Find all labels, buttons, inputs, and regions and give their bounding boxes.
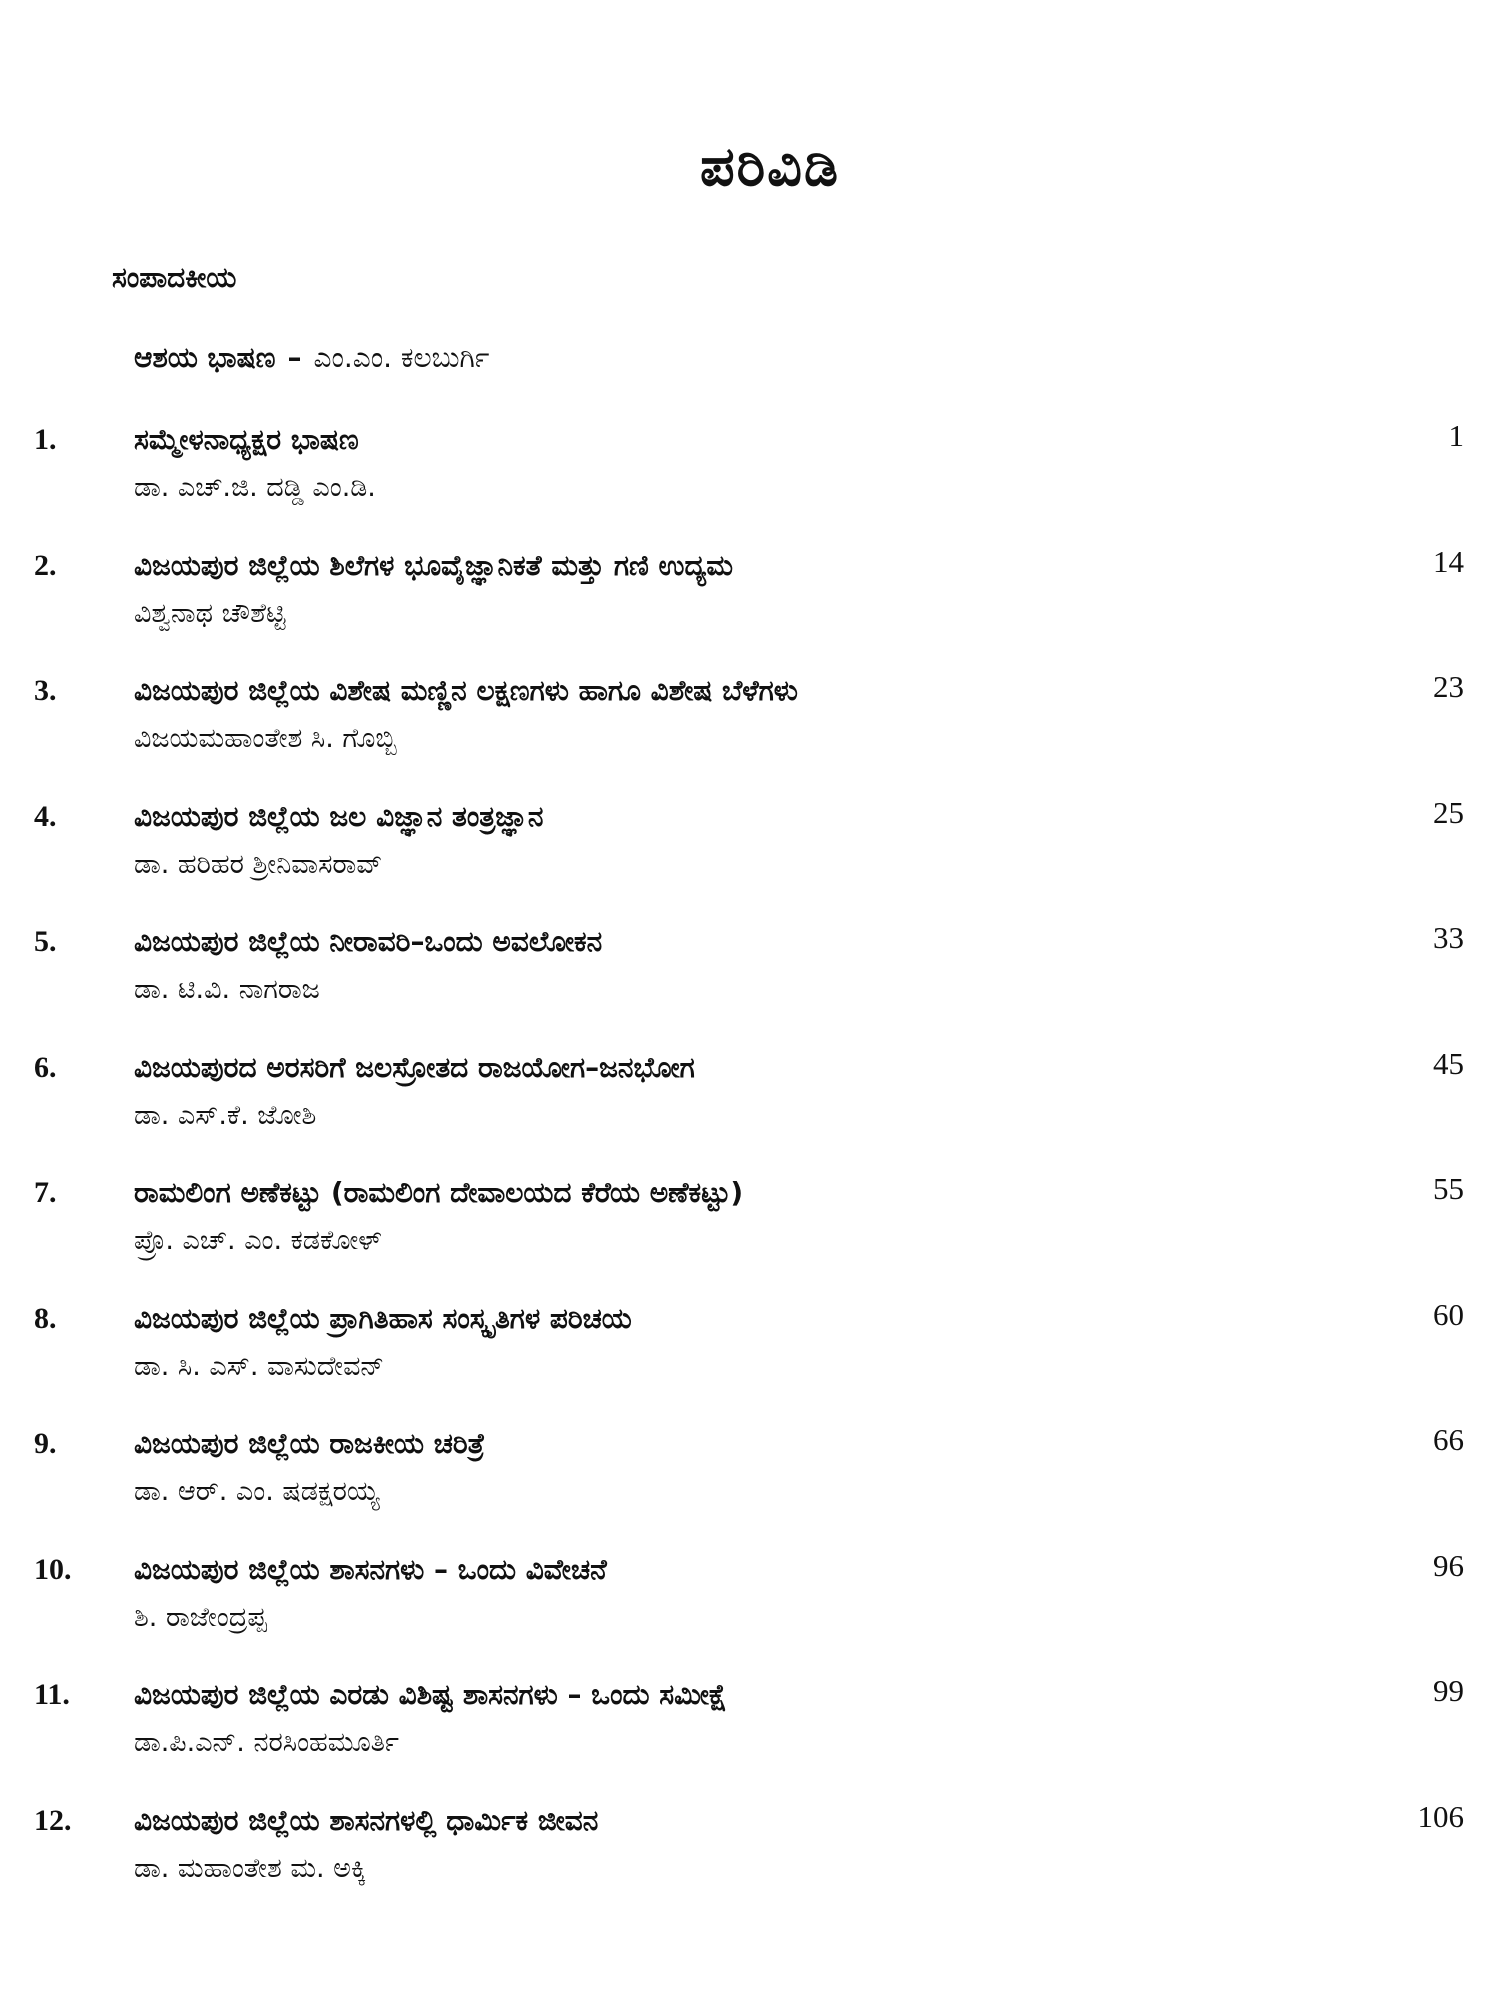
entry-number: 10. <box>34 1552 72 1586</box>
entry-page-number: 1 <box>1448 418 1464 453</box>
entry-page-number: 106 <box>1417 1798 1464 1834</box>
toc-entry <box>0 787 1500 913</box>
toc-entry <box>0 1791 1500 1917</box>
entry-page-number: 55 <box>1433 1171 1464 1206</box>
table-of-contents <box>0 410 1500 1916</box>
entry-title: ವಿಜಯಪುರದ ಅರಸರಿಗೆ ಜಲಸ್ರೋತದ ರಾಜಯೋಗ–ಜನಭೋಗ <box>134 1050 695 1084</box>
entry-title: ವಿಜಯಪುರ ಜಿಲ್ಲೆಯ ನೀರಾವರಿ–ಒಂದು ಅವಲೋಕನ <box>134 925 603 958</box>
entry-title: ವಿಜಯಪುರ ಜಿಲ್ಲೆಯ ಶಾಸನಗಳು – ಒಂದು ವಿವೇಚನೆ <box>134 1552 607 1586</box>
entry-author: ಪ್ರೊ. ಎಚ್. ಎಂ. ಕಡಕೋಳ್ <box>134 1225 382 1256</box>
entry-author: ಡಾ. ಎಚ್.ಜಿ. ದಡ್ಡಿ ಎಂ.ಡಿ. <box>134 472 376 503</box>
entry-number: 4. <box>34 799 57 833</box>
entry-number: 7. <box>34 1176 57 1209</box>
toc-entry <box>0 1540 1500 1666</box>
entry-page-number: 25 <box>1433 794 1464 830</box>
entry-page-number: 23 <box>1433 669 1464 704</box>
entry-author: ಶಿ. ರಾಜೇಂದ್ರಪ್ಪ <box>134 1601 267 1633</box>
entry-number: 5. <box>34 925 57 958</box>
entry-page-number: 66 <box>1433 1422 1464 1457</box>
entry-author: ಡಾ. ಹರಿಹರ ಶ್ರೀನಿವಾಸರಾವ್ <box>134 848 383 880</box>
entry-number: 11. <box>34 1678 70 1711</box>
entry-number: 6. <box>34 1050 57 1084</box>
entry-author: ಡಾ.ಪಿ.ಎನ್. ನರಸಿಂಹಮೂರ್ತಿ <box>134 1727 399 1758</box>
toc-entry <box>0 536 1500 662</box>
entry-page-number: 45 <box>1433 1045 1464 1081</box>
entry-title: ಸಮ್ಮೇಳನಾಧ್ಯಕ್ಷರ ಭಾಷಣ <box>134 423 359 456</box>
keynote-author: ಎಂ.ಎಂ. ಕಲಬುರ್ಗಿ <box>313 341 490 374</box>
toc-entry <box>0 1163 1500 1289</box>
entry-number: 2. <box>34 548 57 582</box>
entry-number: 9. <box>34 1427 57 1460</box>
entry-title: ವಿಜಯಪುರ ಜಿಲ್ಲೆಯ ವಿಶೇಷ ಮಣ್ಣಿನ ಲಕ್ಷಣಗಳು ಹಾಗೂ ವಿಶೇಷ ಬೆಳೆಗಳು <box>134 674 798 707</box>
entry-page-number: 99 <box>1433 1673 1464 1708</box>
entry-title: ವಿಜಯಪುರ ಜಿಲ್ಲೆಯ ಶಿಲೆಗಳ ಭೂವೈಜ್ಞಾನಿಕತೆ ಮತ್ತು ಗಣಿ ಉದ್ಯಮ <box>134 548 734 582</box>
entry-title: ವಿಜಯಪುರ ಜಿಲ್ಲೆಯ ರಾಜಕೀಯ ಚರಿತ್ರೆ <box>134 1427 485 1460</box>
toc-entry <box>0 410 1500 536</box>
entry-page-number: 96 <box>1433 1547 1464 1583</box>
entry-author: ಡಾ. ಟಿ.ವಿ. ನಾಗರಾಜ <box>134 974 320 1005</box>
entry-number: 12. <box>34 1803 72 1837</box>
entry-author: ಡಾ. ಎಸ್.ಕೆ. ಜೋಶಿ <box>134 1099 317 1131</box>
toc-entry <box>0 912 1500 1038</box>
entry-author: ಡಾ. ಮಹಾಂತೇಶ ಮ. ಅಕ್ಕಿ <box>134 1852 367 1884</box>
toc-entry <box>0 1289 1500 1415</box>
keynote-label: ಆಶಯ ಭಾಷಣ <box>134 341 276 374</box>
keynote-entry <box>134 338 489 378</box>
page-title: ಪರಿವಿಡಿ <box>700 135 840 198</box>
entry-author: ಡಾ. ಆರ್. ಎಂ. ಷಡಕ್ಷರಯ್ಯ <box>134 1476 380 1507</box>
entry-title: ವಿಜಯಪುರ ಜಿಲ್ಲೆಯ ಜಲ ವಿಜ್ಞಾನ ತಂತ್ರಜ್ಞಾನ <box>134 799 544 833</box>
editorial-entry: ಸಂಪಾದಕೀಯ <box>112 261 237 294</box>
entry-number: 3. <box>34 674 57 707</box>
entry-author: ವಿಶ್ವನಾಥ ಚೌಶೆಟ್ಟಿ <box>134 597 286 629</box>
entry-title: ವಿಜಯಪುರ ಜಿಲ್ಲೆಯ ಶಾಸನಗಳಲ್ಲಿ ಧಾರ್ಮಿಕ ಜೀವನ <box>134 1803 599 1837</box>
entry-title: ವಿಜಯಪುರ ಜಿಲ್ಲೆಯ ಎರಡು ವಿಶಿಷ್ಟ ಶಾಸನಗಳು – ಒಂದು ಸಮೀಕ್ಷೆ <box>134 1678 727 1711</box>
keynote-separator: – <box>287 341 302 374</box>
toc-entry <box>0 1414 1500 1540</box>
entry-page-number: 14 <box>1433 543 1464 579</box>
toc-entry <box>0 1038 1500 1164</box>
entry-title: ವಿಜಯಪುರ ಜಿಲ್ಲೆಯ ಪ್ರಾಗಿತಿಹಾಸ ಸಂಸ್ಕೃತಿಗಳ ಪರಿಚಯ <box>134 1301 632 1335</box>
entry-title: ರಾಮಲಿಂಗ ಅಣೆಕಟ್ಟು (ರಾಮಲಿಂಗ ದೇವಾಲಯದ ಕೆರೆಯ ಅಣೆಕಟ್ಟು) <box>134 1176 744 1209</box>
toc-entry <box>0 1665 1500 1791</box>
entry-number: 1. <box>34 423 57 456</box>
entry-page-number: 60 <box>1433 1296 1464 1332</box>
entry-page-number: 33 <box>1433 920 1464 955</box>
entry-number: 8. <box>34 1301 57 1335</box>
entry-author: ಡಾ. ಸಿ. ಎಸ್. ವಾಸುದೇವನ್ <box>134 1350 385 1382</box>
toc-entry <box>0 661 1500 787</box>
entry-author: ವಿಜಯಮಹಾಂತೇಶ ಸಿ. ಗೊಬ್ಬಿ <box>134 723 397 754</box>
